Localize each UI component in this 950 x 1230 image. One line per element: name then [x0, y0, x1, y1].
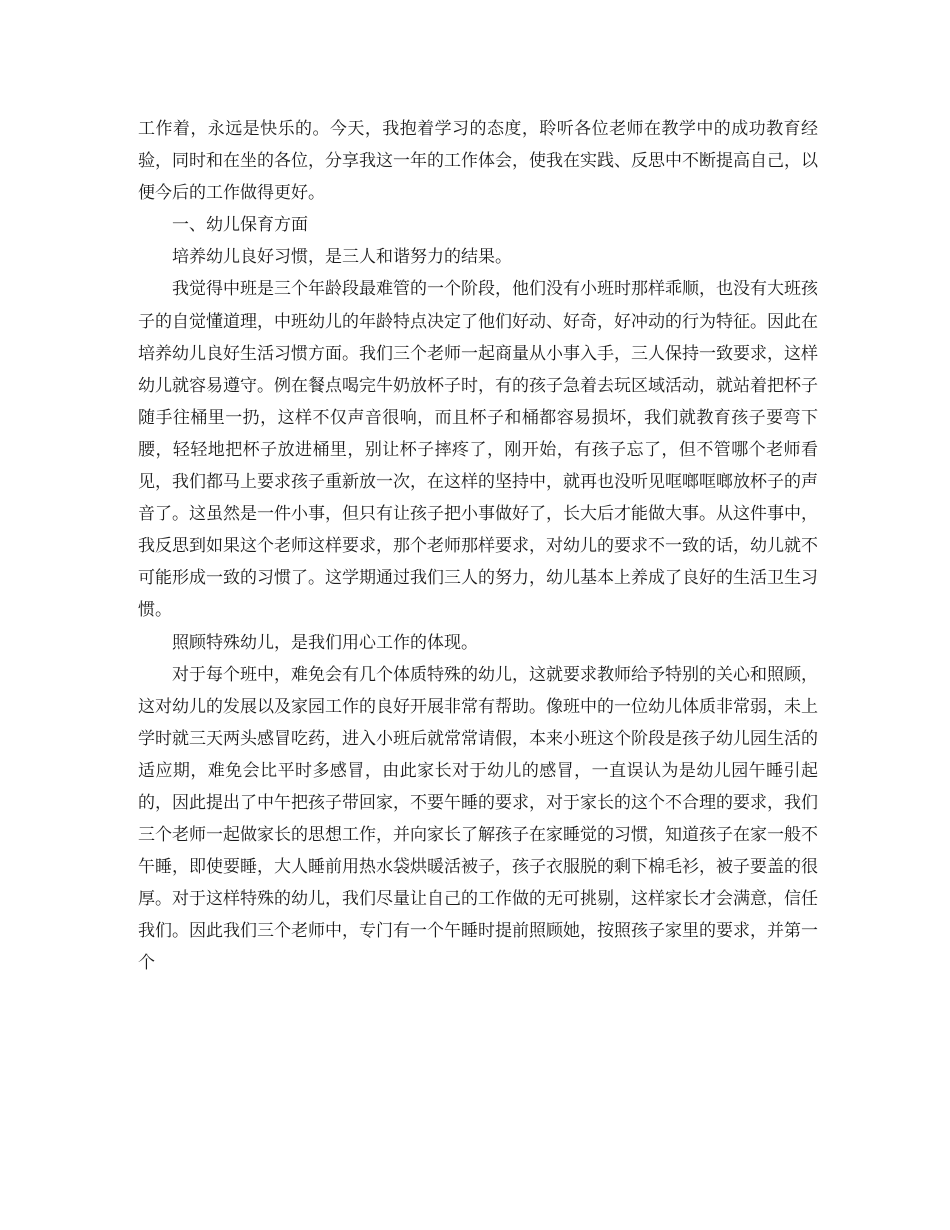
section-heading-childcare: 一、幼儿保育方面 [172, 215, 308, 236]
subheading-good-habits: 培养幼儿良好习惯，是三人和谐努力的结果。 [172, 247, 512, 268]
document-page [138, 113, 818, 980]
subheading-special-children: 照顾特殊幼儿，是我们用心工作的体现。 [172, 632, 478, 653]
paragraph-intro: 工作着，永远是快乐的。今天，我抱着学习的态度，聆听各位老师在教学中的成功教育经验，同时和在坐的各位，分享我这一年的工作体会，使我在实践、反思中不断提高自己，以便今后的工作做得更好。 [138, 119, 818, 204]
paragraph-middle-class: 我觉得中班是三个年龄段最难管的一个阶段，他们没有小班时那样乖顺，也没有大班孩子的自觉懂道理，中班幼儿的年龄特点决定了他们好动、好奇，好冲动的行为特征。因此在培养幼儿良好生活习惯方面。我们三个老师一起商量从小事入手，三人保持一致要求，这样幼儿就容易遵守。例在餐点喝完牛奶放杯子时，有的孩子急着去玩区域活动，就站着把杯子随手往桶里一扔，这样不仅声音很响，而且杯子和桶都容易损坏，我们就教育孩子要弯下腰，轻轻地把杯子放进桶里，别让杯子摔疼了，刚开始，有孩子忘了，但不管哪个老师看见，我们都马上要求孩子重新放一次，在这样的坚持中，就再也没听见哐啷哐啷放杯子的声音了。这虽然是一件小事，但只有让孩子把小事做好了，长大后才能做大事。从这件事中，我反思到如果这个老师这样要求，那个老师那样要求，对幼儿的要求不一致的话，幼儿就不可能形成一致的习惯了。这学期通过我们三人的努力，幼儿基本上养成了良好的生活卫生习惯。 [138, 279, 818, 621]
paragraph-special-care: 对于每个班中，难免会有几个体质特殊的幼儿，这就要求教师给予特别的关心和照顾，这对幼儿的发展以及家园工作的良好开展非常有帮助。像班中的一位幼儿体质非常弱，未上学时就三天两头感冒吃药，进入小班后就常常请假，本来小班这个阶段是孩子幼儿园生活的适应期，难免会比平时多感冒，由此家长对于幼儿的感冒，一直误认为是幼儿园午睡引起的，因此提出了中午把孩子带回家，不要午睡的要求，对于家长的这个不合理的要求，我们三个老师一起做家长的思想工作，并向家长了解孩子在家睡觉的习惯，知道孩子在家一般不午睡，即使要睡，大人睡前用热水袋烘暖活被子，孩子衣服脱的剩下棉毛衫，被子要盖的很厚。对于这样特殊的幼儿，我们尽量让自己的工作做的无可挑剔，这样家长才会满意，信任我们。因此我们三个老师中，专门有一个午睡时提前照顾她，按照孩子家里的要求，并第一个 [138, 664, 818, 974]
